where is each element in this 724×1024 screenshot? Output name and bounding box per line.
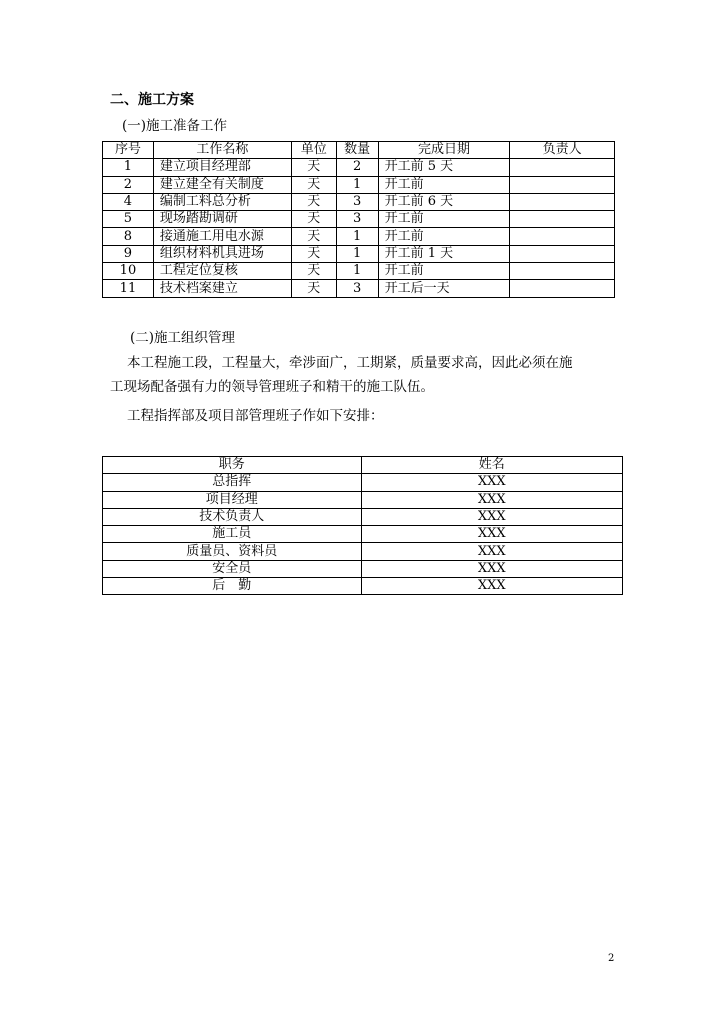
table-row [103,560,623,577]
table-cell: 工程定位复核 [153,263,291,280]
table-cell: 技术档案建立 [153,280,291,297]
table-cell: 天 [291,211,336,228]
paragraph-line: 工现场配备强有力的领导管理班子和精干的施工队伍。 [110,379,434,395]
table-cell: 1 [336,245,378,262]
table-cell: 开工前 6 天 [378,193,510,210]
table-cell: 开工前 [378,211,510,228]
table-cell: 1 [336,228,378,245]
table-cell: 开工前 [378,228,510,245]
table-cell: 1 [336,263,378,280]
table-cell [510,245,615,262]
table-row [103,578,623,595]
table-cell: 5 [103,211,154,228]
column-header: 序号 [103,142,154,159]
table-cell: 质量员、资料员 [103,543,362,560]
table-cell: 接通施工用电水源 [153,228,291,245]
table-row [103,263,615,280]
table-cell: 3 [336,193,378,210]
table-cell: XXX [361,560,622,577]
table-cell: 2 [336,159,378,176]
table-cell [510,263,615,280]
column-header: 姓名 [361,457,622,474]
table-cell: 开工后一天 [378,280,510,297]
table-cell: 现场踏勘调研 [153,211,291,228]
table-header-row [103,142,615,159]
column-header: 负责人 [510,142,615,159]
table-cell: 1 [336,176,378,193]
table-row [103,245,615,262]
table-cell: XXX [361,543,622,560]
column-header: 数量 [336,142,378,159]
table-cell [510,159,615,176]
table-cell: 天 [291,263,336,280]
table-header-row [103,457,623,474]
table-row [103,280,615,297]
paragraph-line: 本工程施工段，工程量大，牵涉面广，工期紧，质量要求高，因此必须在施 [127,355,573,371]
table-cell: 后 勤 [103,578,362,595]
subsection-title-prep: (一)施工准备工作 [122,118,228,134]
table-cell: 3 [336,211,378,228]
table-cell: 开工前 5 天 [378,159,510,176]
table-row [103,491,623,508]
column-header: 职务 [103,457,362,474]
table-row [103,211,615,228]
table-cell: 天 [291,193,336,210]
table-cell: 技术负责人 [103,508,362,525]
table-cell: 9 [103,245,154,262]
table-cell: 10 [103,263,154,280]
table-cell: 开工前 [378,176,510,193]
table-cell: XXX [361,508,622,525]
table-cell: 施工员 [103,526,362,543]
table-row [103,526,623,543]
table-cell [510,193,615,210]
table-cell: 开工前 1 天 [378,245,510,262]
table-cell [510,176,615,193]
table-cell: XXX [361,474,622,491]
column-header: 完成日期 [378,142,510,159]
table-row [103,159,615,176]
table-cell: 2 [103,176,154,193]
column-header: 工作名称 [153,142,291,159]
section-title: 二、施工方案 [110,92,194,108]
subsection-title-org: (二)施工组织管理 [130,330,236,346]
table-cell: 1 [103,159,154,176]
table-cell: 天 [291,228,336,245]
table-row [103,508,623,525]
table-cell: 3 [336,280,378,297]
table-cell: 安全员 [103,560,362,577]
table-row [103,228,615,245]
paragraph: 工程指挥部及项目部管理班子作如下安排： [127,408,384,424]
table-cell: 总指挥 [103,474,362,491]
table-cell: 11 [103,280,154,297]
table-cell: 天 [291,245,336,262]
table-cell: 天 [291,280,336,297]
table-cell: XXX [361,526,622,543]
column-header: 单位 [291,142,336,159]
prep-work-table [102,141,615,298]
table-cell: 编制工料总分析 [153,193,291,210]
table-cell: 组织材料机具进场 [153,245,291,262]
table-cell: 开工前 [378,263,510,280]
table-cell: 建立建全有关制度 [153,176,291,193]
table-row [103,543,623,560]
table-cell: 4 [103,193,154,210]
table-cell: XXX [361,491,622,508]
table-row [103,474,623,491]
table-cell: 建立项目经理部 [153,159,291,176]
table-cell: 天 [291,159,336,176]
table-cell [510,228,615,245]
table-cell: 项目经理 [103,491,362,508]
management-table [102,456,623,595]
table-cell: XXX [361,578,622,595]
table-row [103,193,615,210]
table-cell: 8 [103,228,154,245]
table-cell: 天 [291,176,336,193]
table-cell [510,211,615,228]
table-row [103,176,615,193]
page-number: 2 [608,953,615,964]
table-cell [510,280,615,297]
